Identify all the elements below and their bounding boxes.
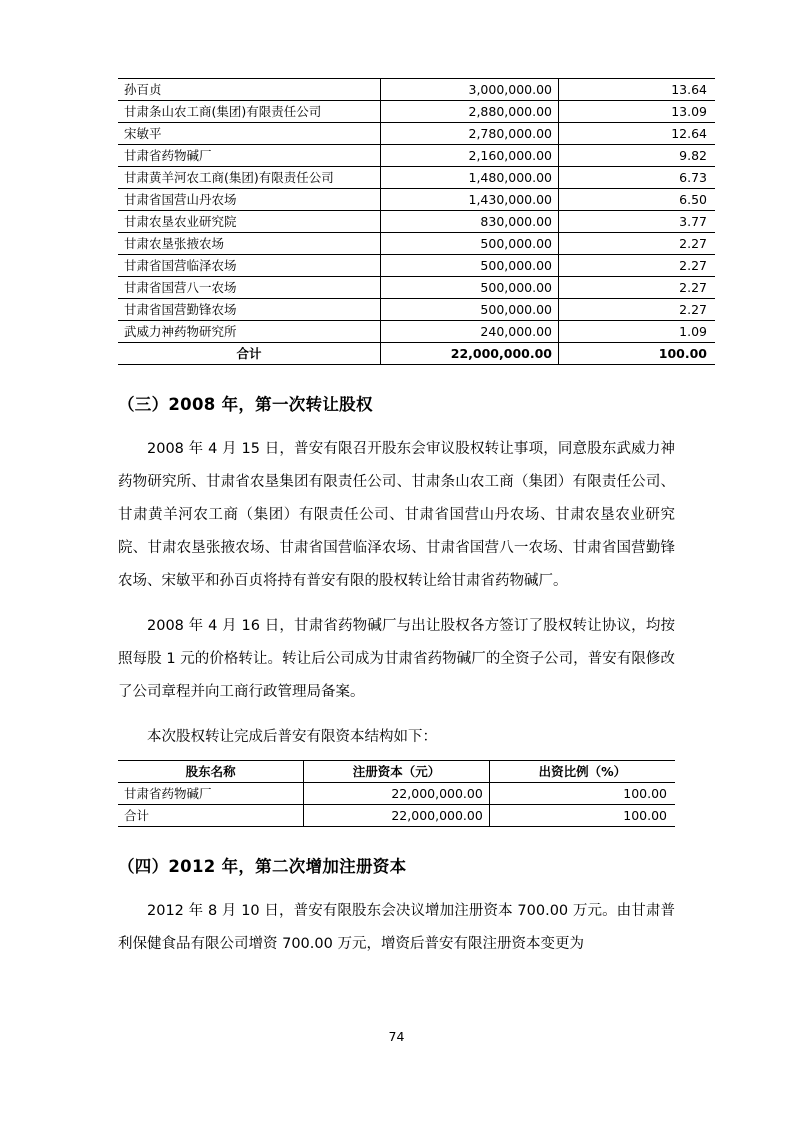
shareholder-name: 宋敏平 [118,123,381,145]
shareholder-percent: 100.00 [489,783,675,805]
shareholder-percent: 13.09 [559,101,716,123]
shareholder-percent: 2.27 [559,255,716,277]
column-header-amount: 注册资本（元） [304,761,490,783]
shareholder-name: 甘肃省国营临泽农场 [118,255,381,277]
shareholder-amount: 2,880,000.00 [381,101,559,123]
shareholder-amount: 500,000.00 [381,277,559,299]
table-row [118,167,715,189]
table-row [118,79,715,101]
table-row [118,211,715,233]
total-amount: 22,000,000.00 [381,343,559,365]
section-three-paragraph-1: 2008 年 4 月 15 日，普安有限召开股东会审议股权转让事项，同意股东武威力神药物研究所、甘肃省农垦集团有限责任公司、甘肃条山农工商（集团）有限责任公司、甘肃黄羊河农工商（集团）有限责任公司、甘肃省国营山丹农场、甘肃农垦农业研究院、甘肃农垦张掖农场、甘肃省国营临泽农场、甘肃省国营八一农场、甘肃省国营勤锋农场、宋敏平和孙百贞将持有普安有限的股权转让给甘肃省药物碱厂。 [118,441,675,589]
total-amount: 22,000,000.00 [304,805,490,827]
shareholder-name: 甘肃省国营山丹农场 [118,189,381,211]
section-heading-four: （四）2012 年，第二次增加注册资本 [118,857,407,876]
shareholder-amount: 1,430,000.00 [381,189,559,211]
shareholder-name: 甘肃黄羊河农工商(集团)有限责任公司 [118,167,381,189]
shareholder-name: 甘肃省药物碱厂 [118,783,304,805]
column-header-name: 股东名称 [118,761,304,783]
table-row [118,233,715,255]
shareholder-percent: 1.09 [559,321,716,343]
shareholder-percent: 2.27 [559,277,716,299]
shareholder-percent: 2.27 [559,233,716,255]
shareholder-percent: 9.82 [559,145,716,167]
shareholder-amount: 500,000.00 [381,233,559,255]
page-content [118,78,707,961]
table-row [118,123,715,145]
table-row [118,255,715,277]
total-label: 合计 [118,343,381,365]
shareholder-name: 甘肃省国营勤锋农场 [118,299,381,321]
table-row [118,145,715,167]
table-row [118,299,715,321]
shareholder-table [118,78,715,365]
table-row [118,189,715,211]
shareholder-percent: 6.73 [559,167,716,189]
total-percent: 100.00 [623,808,667,823]
section-four-paragraph-1: 2012 年 8 月 10 日，普安有限股东会决议增加注册资本 700.00 万元。由甘肃普利保健食品有限公司增资 700.00 万元，增资后普安有限注册资本变更为 [118,903,675,952]
shareholder-percent: 3.77 [559,211,716,233]
shareholder-amount: 2,160,000.00 [381,145,559,167]
capital-structure-table [118,760,675,827]
shareholder-percent: 12.64 [559,123,716,145]
shareholder-name: 孙百贞 [118,79,381,101]
shareholder-name: 甘肃农垦张掖农场 [118,233,381,255]
shareholder-name: 甘肃条山农工商(集团)有限责任公司 [118,101,381,123]
table-header-row [118,761,675,783]
shareholder-name: 武威力神药物研究所 [118,321,381,343]
total-label: 合计 [118,805,304,827]
shareholder-percent: 13.64 [559,79,716,101]
section-three-paragraph-3: 本次股权转让完成后普安有限资本结构如下： [147,729,437,745]
shareholder-amount: 1,480,000.00 [381,167,559,189]
shareholder-amount: 500,000.00 [381,255,559,277]
table-total-row [118,343,715,365]
total-percent: 100.00 [658,346,707,361]
shareholder-amount: 830,000.00 [381,211,559,233]
shareholder-percent: 6.50 [559,189,716,211]
section-three-paragraph-2: 2008 年 4 月 16 日，甘肃省药物碱厂与出让股权各方签订了股权转让协议，均按照每股 1 元的价格转让。转让后公司成为甘肃省药物碱厂的全资子公司，普安有限修改了公司章程并向工商行政管理局备案。 [118,618,675,700]
table-row [118,277,715,299]
shareholder-amount: 2,780,000.00 [381,123,559,145]
shareholder-name: 甘肃农垦农业研究院 [118,211,381,233]
shareholder-amount: 240,000.00 [381,321,559,343]
shareholder-amount: 500,000.00 [381,299,559,321]
section-heading-three: （三）2008 年，第一次转让股权 [118,395,373,414]
table-row [118,321,715,343]
page-number: 74 [388,1029,405,1044]
table-total-row [118,805,675,827]
shareholder-percent: 2.27 [559,299,716,321]
shareholder-name: 甘肃省国营八一农场 [118,277,381,299]
shareholder-name: 甘肃省药物碱厂 [118,145,381,167]
shareholder-amount: 3,000,000.00 [381,79,559,101]
column-header-percent: 出资比例（%） [489,761,675,783]
shareholder-amount: 22,000,000.00 [304,783,490,805]
table-row [118,101,715,123]
table-row [118,783,675,805]
